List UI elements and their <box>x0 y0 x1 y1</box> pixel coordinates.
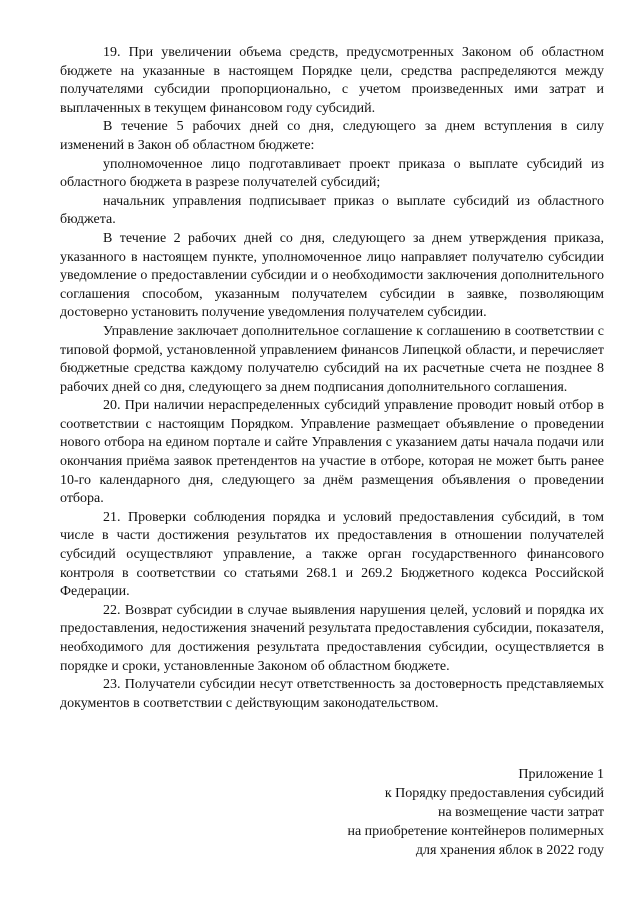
paragraph-authorized-person: уполномоченное лицо подготавливает проект приказа о выплате субсидий из областного бюджета в разрезе получателей субсидий; <box>60 156 604 191</box>
paragraph-23: 23. Получатели субсидии несут ответственность за достоверность представляемых документов в соответствии с действующим законодательством. <box>60 677 604 711</box>
appendix-title: Приложение 1 <box>518 767 604 782</box>
paragraph-within-5-days: В течение 5 рабочих дней со дня, следующего за днем вступления в силу изменений в Закон об областном бюджете: <box>60 119 604 153</box>
paragraph-22: 22. Возврат субсидии в случае выявления нарушения целей, условий и порядка их предоставления, недостижения значений результата предоставления субсидии, показателя, необходимого для достижения результата предоставления субсидии, осуществляется в порядке и сроки, установленные Законом об областном бюджете. <box>60 602 604 674</box>
paragraph-19: 19. При увеличении объема средств, предусмотренных Законом об областном бюджете на указанные в настоящем Порядке цели, средства распределяются между получателями субсидии пропорционально, с учетом произведенных ими затрат и выплаченных в текущем финансовом году субсидий. <box>60 45 604 116</box>
document-body <box>60 44 604 713</box>
paragraph-21: 21. Проверки соблюдения порядка и условий предоставления субсидий, в том числе в части достижения результатов их предоставления в отношении получателей субсидий осуществляют управление, а также орган государственного финансового контроля в соответствии со статьями 268.1 и 269.2 Бюджетного кодекса Российской Федерации. <box>60 509 604 600</box>
appendix-line: для хранения яблок в 2022 году <box>415 843 604 858</box>
appendix-line: на возмещение части затрат <box>437 805 604 820</box>
paragraph-20: 20. При наличии нераспределенных субсидий управление проводит новый отбор в соответствии с настоящим Порядком. Управление размещает объявление о проведении нового отбора на едином портале и сайте Управления с указанием даты начала подачи или окончания приёма заявок претендентов на участие в отборе, которая не может быть ранее 10-го календарного дня, следующего за днём размещения объявления о проведении отбора. <box>60 398 604 507</box>
paragraph-additional-agreement: Управление заключает дополнительное соглашение к соглашению в соответствии с типовой формой, установленной управлением финансов Липецкой области, и перечисляет бюджетные средства каждому получателю субсидий на их расчетные счета не позднее 8 рабочих дней со дня, следующего за днем подписания дополнительного соглашения. <box>60 323 604 395</box>
appendix-header <box>300 765 604 860</box>
appendix-line: к Порядку предоставления субсидий <box>384 786 604 801</box>
paragraph-head-signs: начальник управления подписывает приказ о выплате субсидий из областного бюджета. <box>60 193 604 228</box>
paragraph-within-2-days: В течение 2 рабочих дней со дня, следующего за днем утверждения приказа, указанного в настоящем пункте, уполномоченное лицо направляет получателю субсидии уведомление о предоставлении субсидии и о необходимости заключения дополнительного соглашения способом, указанным получателем субсидии в заявке, позволяющим достоверно установить получение уведомления получателем субсидии. <box>60 230 604 321</box>
appendix-line: на приобретение контейнеров полимерных <box>347 824 604 839</box>
